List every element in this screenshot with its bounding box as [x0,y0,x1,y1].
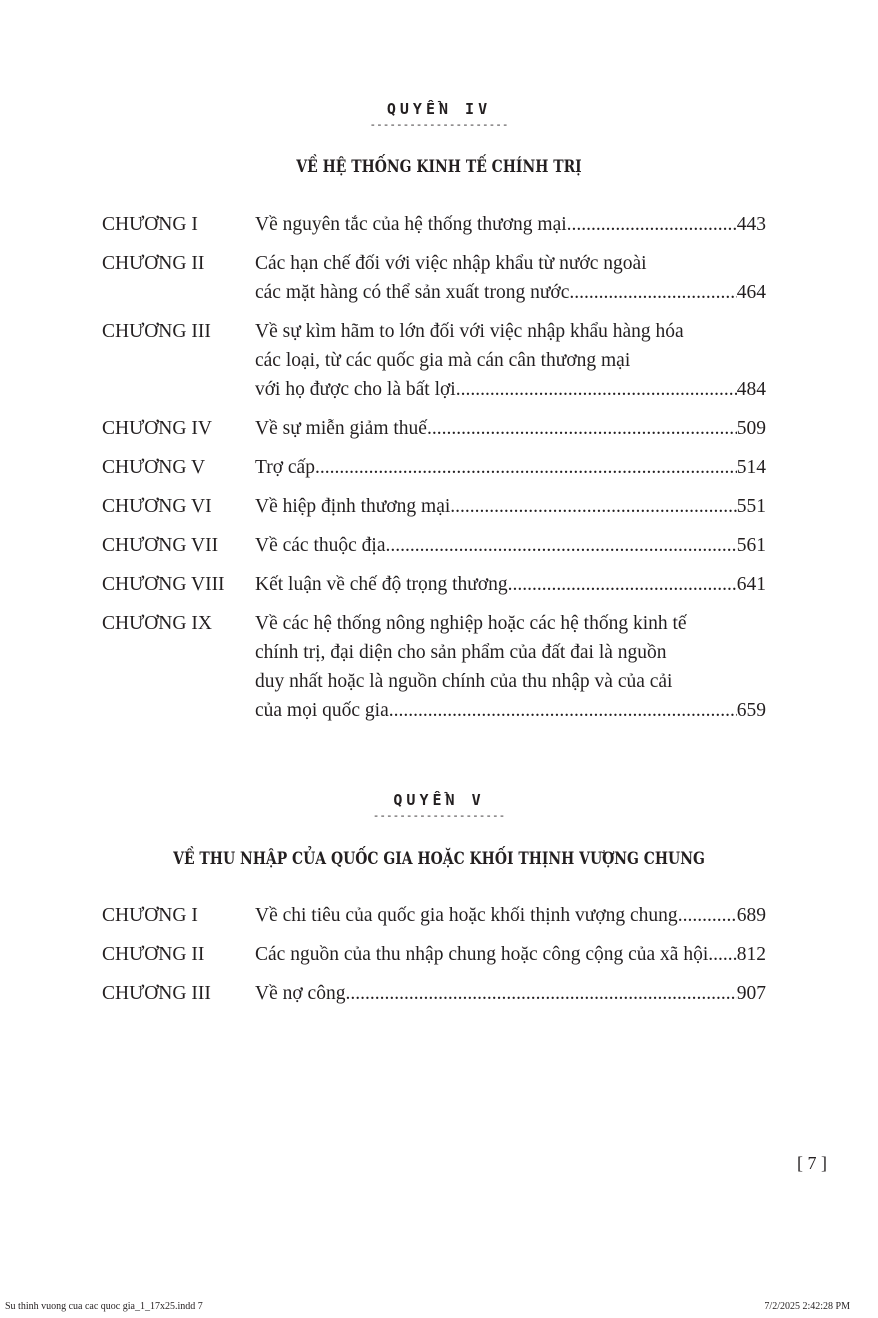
chapter-title-text: Về chi tiêu của quốc gia hoặc khối thịnh vượng chung [255,905,678,926]
chapter-title [255,570,766,599]
chapter-title-last-line [255,901,766,930]
chapter-title-text: Các nguồn của thu nhập chung hoặc công cộng của xã hội [255,944,709,965]
book-iv-toc [102,210,766,735]
chapter-title-last-line [255,375,766,404]
chapter-number: CHƯƠNG VIII [102,574,225,595]
page-reference: 812 [736,944,766,965]
dot-leader [508,570,737,599]
chapter-number: CHƯƠNG VII [102,535,219,556]
page-reference: 561 [736,535,766,556]
chapter-title-text: với họ được cho là bất lợi [255,379,456,400]
toc-entry [102,940,766,969]
page-reference: 641 [736,574,766,595]
toc-entry [102,317,766,404]
page-reference: 443 [736,214,766,235]
toc-entry [102,979,766,1008]
dot-leader [456,375,737,404]
toc-entry [102,249,766,307]
dot-leader [345,979,736,1008]
chapter-title [255,453,766,482]
chapter-title [255,901,766,930]
chapter-number: CHƯƠNG IX [102,613,212,634]
chapter-title [255,531,766,560]
chapter-title [255,492,766,521]
page-number: [ 7 ] [797,1153,827,1173]
toc-entry [102,453,766,482]
chapter-title-text: Về nguyên tắc của hệ thống thương mại [255,214,567,235]
toc-entry [102,531,766,560]
dot-leader [567,210,737,239]
dot-leader [678,901,737,930]
book-v-rule: -------------------- [372,809,506,822]
chapter-title-line: Các hạn chế đối với việc nhập khẩu từ nước ngoài [255,253,647,274]
page-reference: 907 [736,983,766,1004]
page-reference: 464 [736,282,766,303]
chapter-title-line: các loại, từ các quốc gia mà cán cân thương mại [255,350,631,371]
toc-entry [102,901,766,930]
book-iv-title: VỀ HỆ THỐNG KINH TẾ CHÍNH TRỊ [296,157,582,177]
chapter-number: CHƯƠNG V [102,457,206,478]
toc-entry [102,570,766,599]
chapter-title-last-line [255,940,766,969]
chapter-title [255,414,766,443]
chapter-title-line: Về các hệ thống nông nghiệp hoặc các hệ thống kinh tế [255,613,687,634]
toc-entry [102,609,766,725]
chapter-title [255,317,766,404]
chapter-number: CHƯƠNG IV [102,418,212,439]
chapter-number: CHƯƠNG I [102,214,198,235]
chapter-title [255,940,766,969]
dot-leader [427,414,737,443]
chapter-title-text: các mặt hàng có thể sản xuất trong nước [255,282,570,303]
chapter-title-last-line [255,531,766,560]
chapter-number: CHƯƠNG III [102,321,211,342]
page-reference: 514 [736,457,766,478]
book-v-title: VỀ THU NHẬP CỦA QUỐC GIA HOẶC KHỐI THỊNH VƯỢNG CHUNG [173,849,705,869]
book-iv-header [0,100,878,131]
chapter-title-text: Về sự miễn giảm thuế [255,418,427,439]
chapter-number: CHƯƠNG I [102,905,198,926]
book-iv-rule: --------------------- [369,118,509,131]
chapter-title-text: của mọi quốc gia [255,700,389,721]
chapter-number: CHƯƠNG II [102,253,205,274]
toc-entry [102,492,766,521]
page-reference: 484 [736,379,766,400]
page-reference: 509 [736,418,766,439]
chapter-title-last-line [255,979,766,1008]
page-reference: 689 [736,905,766,926]
chapter-title [255,210,766,239]
chapter-title-text: Về các thuộc địa [255,535,386,556]
chapter-title-last-line [255,570,766,599]
toc-entry [102,414,766,443]
chapter-title [255,979,766,1008]
book-v-header [0,791,878,822]
chapter-title [255,609,766,725]
chapter-title-line: chính trị, đại diện cho sản phẩm của đất đai là nguồn [255,642,667,663]
chapter-title [255,249,766,307]
chapter-title-last-line [255,278,766,307]
chapter-title-text: Trợ cấp [255,457,315,478]
chapter-number: CHƯƠNG II [102,944,205,965]
book-iv-label: QUYỂN IV [386,100,492,118]
dot-leader [450,492,736,521]
footer-timestamp: 7/2/2025 2:42:28 PM [764,1301,850,1312]
book-v-toc [102,901,766,1018]
dot-leader [569,278,736,307]
chapter-number: CHƯƠNG III [102,983,211,1004]
chapter-title-last-line [255,453,766,482]
toc-entry [102,210,766,239]
chapter-title-last-line [255,210,766,239]
page-reference: 659 [736,700,766,721]
chapter-number: CHƯƠNG VI [102,496,212,517]
chapter-title-text: Về nợ công [255,983,346,1004]
dot-leader [315,453,737,482]
page-reference: 551 [736,496,766,517]
chapter-title-line: duy nhất hoặc là nguồn chính của thu nhập và của cải [255,671,673,692]
footer-file-name: Su thinh vuong cua cac quoc gia_1_17x25.indd 7 [5,1301,203,1312]
chapter-title-last-line [255,414,766,443]
dot-leader [708,940,737,969]
chapter-title-text: Về hiệp định thương mại [255,496,451,517]
chapter-title-text: Kết luận về chế độ trọng thương [255,574,508,595]
dot-leader [389,696,737,725]
book-v-label: QUYỂN V [393,791,485,809]
chapter-title-last-line [255,492,766,521]
chapter-title-last-line [255,696,766,725]
dot-leader [385,531,736,560]
chapter-title-line: Về sự kìm hãm to lớn đối với việc nhập khẩu hàng hóa [255,321,684,342]
